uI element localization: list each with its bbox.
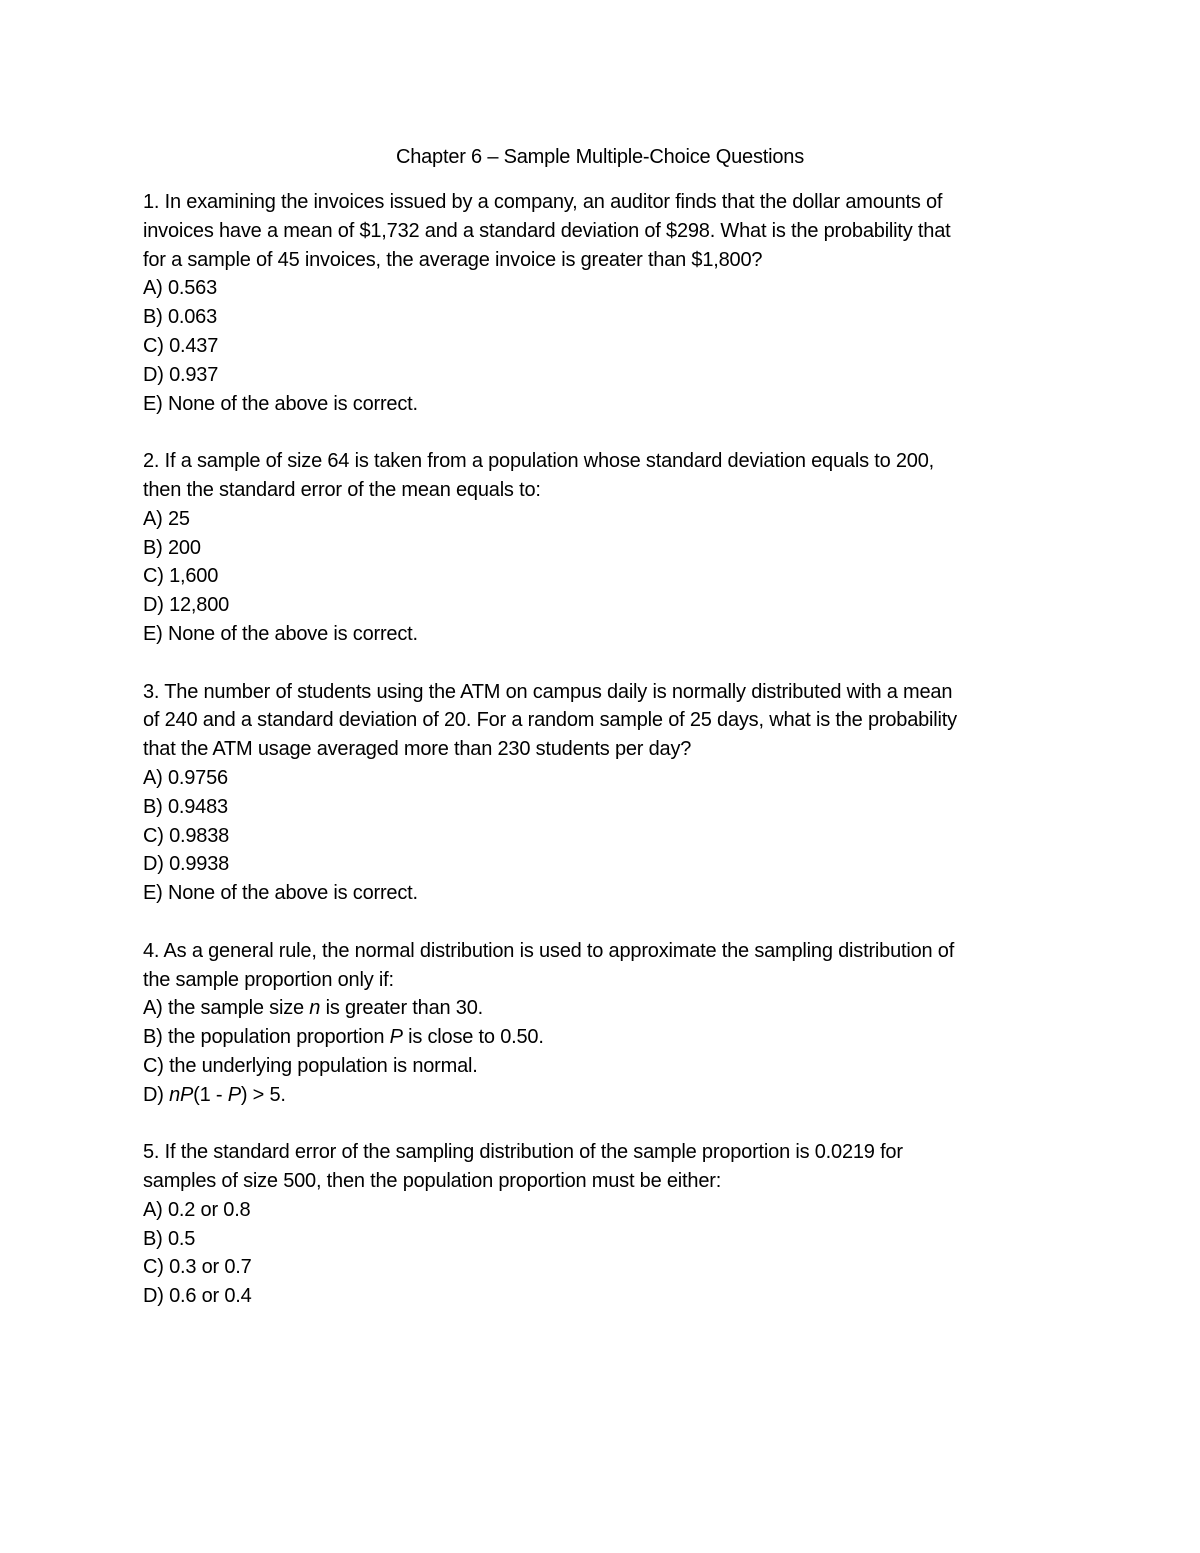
answer-option-b: B) 0.5 <box>143 1227 196 1250</box>
question-text-line: samples of size 500, then the population proportion must be either: <box>143 1170 722 1193</box>
answer-option-d: D) 0.9938 <box>143 853 230 876</box>
answer-option-c: C) 1,600 <box>143 565 219 588</box>
answer-option-a: A) 25 <box>143 507 190 530</box>
question-3 <box>143 678 1063 908</box>
answer-option-c: C) 0.9838 <box>143 824 230 847</box>
questions-list <box>143 188 1063 1340</box>
answer-option-d: D) 0.937 <box>143 363 219 386</box>
question-text-line: 4. As a general rule, the normal distribution is used to approximate the sampling distribution of <box>143 939 955 962</box>
answer-option-b: B) the population proportion P is close to 0.50. <box>143 1026 544 1049</box>
answer-option-d: D) 12,800 <box>143 594 230 617</box>
answer-option-d: D) 0.6 or 0.4 <box>143 1285 252 1308</box>
answer-option-b: B) 0.9483 <box>143 795 228 818</box>
question-number: 2. <box>143 450 160 473</box>
answer-option-b: B) 0.063 <box>143 306 218 329</box>
question-2 <box>143 447 1063 649</box>
page-title: Chapter 6 – Sample Multiple-Choice Questions <box>395 146 805 168</box>
question-text-line: 3. The number of students using the ATM on campus daily is normally distributed with a mean <box>143 680 953 703</box>
question-text-line: 1. In examining the invoices issued by a company, an auditor finds that the dollar amounts of <box>143 191 943 213</box>
question-number: 3. <box>143 680 160 703</box>
question-text-line: that the ATM usage averaged more than 230 students per day? <box>143 738 692 761</box>
question-4 <box>143 937 1063 1110</box>
question-text-line: 5. If the standard error of the sampling distribution of the sample proportion is 0.0219 for <box>143 1141 903 1164</box>
answer-option-e: E) None of the above is correct. <box>143 882 418 905</box>
question-number: 1. <box>143 191 160 213</box>
question-number: 4. <box>143 939 160 962</box>
answer-option-e: E) None of the above is correct. <box>143 622 418 645</box>
answer-option-a: A) the sample size n is greater than 30. <box>143 997 483 1020</box>
answer-option-c: C) 0.437 <box>143 334 219 357</box>
question-5 <box>143 1138 1063 1311</box>
question-number: 5. <box>143 1141 160 1164</box>
question-text-line: for a sample of 45 invoices, the average invoice is greater than $1,800? <box>143 248 763 271</box>
answer-option-e: E) None of the above is correct. <box>143 392 418 415</box>
question-text-line: of 240 and a standard deviation of 20. For a random sample of 25 days, what is the probability <box>143 709 957 732</box>
question-text-line: then the standard error of the mean equals to: <box>143 478 541 501</box>
question-text-line: the sample proportion only if: <box>143 968 394 991</box>
answer-option-d: D) nP(1 - P) > 5. <box>143 1083 286 1106</box>
answer-option-a: A) 0.2 or 0.8 <box>143 1198 251 1221</box>
answer-option-a: A) 0.9756 <box>143 766 228 789</box>
answer-option-c: C) the underlying population is normal. <box>143 1054 478 1077</box>
answer-option-b: B) 200 <box>143 536 201 559</box>
question-text-line: 2. If a sample of size 64 is taken from a population whose standard deviation equals to 200, <box>143 450 934 473</box>
question-text-line: invoices have a mean of $1,732 and a standard deviation of $298. What is the probability that <box>143 219 951 242</box>
answer-option-a: A) 0.563 <box>143 277 218 300</box>
question-1 <box>143 188 1063 418</box>
answer-option-c: C) 0.3 or 0.7 <box>143 1256 252 1279</box>
